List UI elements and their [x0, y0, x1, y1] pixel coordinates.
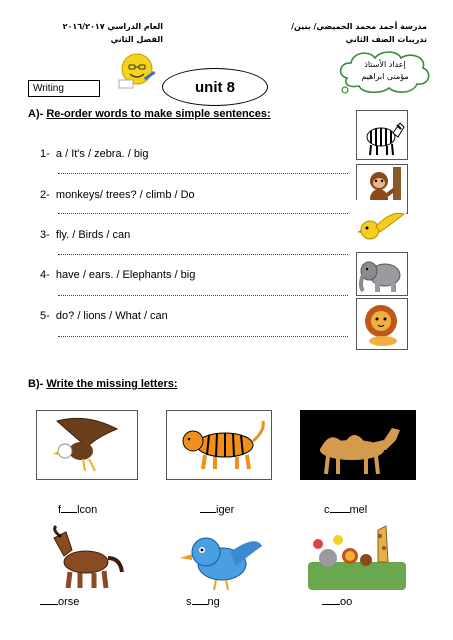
blank-slot[interactable] — [330, 512, 350, 513]
sentence-item-4 — [40, 269, 195, 281]
sentence-item-5 — [40, 310, 168, 322]
missing-letter-word-falcon — [58, 504, 97, 516]
missing-letter-word-tiger — [200, 504, 234, 516]
sentence-item-2 — [40, 189, 195, 201]
prepared-by-label: إعداد الأستاذ — [364, 60, 406, 69]
word-prefix: c — [324, 504, 330, 516]
sentence-item-3 — [40, 229, 130, 241]
answer-line-5[interactable] — [58, 336, 348, 337]
missing-letter-word-camel — [324, 504, 367, 516]
item-text: do? / lions / What / can — [55, 310, 168, 322]
missing-letter-word-zoo — [322, 596, 352, 608]
item-number: 5- — [40, 310, 50, 322]
section-b-title: Write the missing letters: — [46, 378, 178, 390]
eagle-picture — [36, 410, 138, 480]
item-number: 3- — [40, 229, 50, 241]
bird-picture — [356, 200, 406, 248]
lion-picture — [356, 298, 408, 350]
missing-letter-word-horse — [40, 596, 79, 608]
item-text: fly. / Birds / can — [55, 229, 131, 241]
semester: الفصل الثاني — [110, 35, 163, 44]
item-number: 4- — [40, 269, 50, 281]
answer-line-3[interactable] — [58, 254, 348, 255]
section-b-prefix: B)- — [28, 378, 47, 390]
word-suffix: ng — [207, 596, 220, 608]
word-suffix: mel — [349, 504, 368, 516]
zoo-picture — [300, 522, 414, 594]
word-suffix: iger — [216, 504, 235, 516]
word-suffix: orse — [58, 596, 80, 608]
elephant-picture — [356, 252, 408, 296]
section-a-prefix: A)- — [28, 108, 47, 120]
blank-slot[interactable] — [322, 604, 340, 605]
blank-slot[interactable] — [200, 512, 216, 513]
unit-title: unit 8 — [162, 68, 268, 106]
word-suffix: lcon — [77, 504, 98, 516]
exercises-title: تدريبات الصف الثاني — [345, 35, 427, 44]
writing-label: Writing — [28, 80, 100, 97]
bird-singing-picture — [166, 522, 268, 594]
word-prefix: f — [58, 504, 62, 516]
zebra-picture — [356, 110, 408, 160]
section-a-heading — [28, 108, 271, 120]
blank-slot[interactable] — [40, 604, 58, 605]
tiger-picture — [166, 410, 272, 480]
section-a-title: Re-order words to make simple sentences: — [46, 108, 271, 120]
item-text: have / ears. / Elephants / big — [55, 269, 196, 281]
answer-line-4[interactable] — [58, 295, 348, 296]
item-number: 1- — [40, 148, 50, 160]
answer-line-1[interactable] — [58, 173, 348, 174]
teacher-name: مؤمنى ابراهيم — [361, 72, 409, 81]
blank-slot[interactable] — [192, 604, 208, 605]
word-suffix: oo — [340, 596, 353, 608]
academic-year: العام الدراسي ٢٠١٦/٢٠١٧ — [62, 22, 163, 31]
sentence-item-1 — [40, 148, 149, 160]
section-b-heading — [28, 378, 178, 390]
item-number: 2- — [40, 189, 50, 201]
item-text: a / It's / zebra. / big — [55, 148, 149, 160]
answer-line-2[interactable] — [58, 213, 348, 214]
blank-slot[interactable] — [61, 512, 77, 513]
word-prefix: s — [186, 596, 192, 608]
item-text: monkeys/ trees? / climb / Do — [55, 189, 195, 201]
missing-letter-word-sing — [186, 596, 220, 608]
smiley-writer-icon — [116, 48, 158, 90]
camel-picture — [300, 410, 416, 480]
school-name: مدرسة أحمد محمد الحميضي/ بنين/ — [291, 22, 427, 31]
horse-picture — [36, 522, 130, 594]
